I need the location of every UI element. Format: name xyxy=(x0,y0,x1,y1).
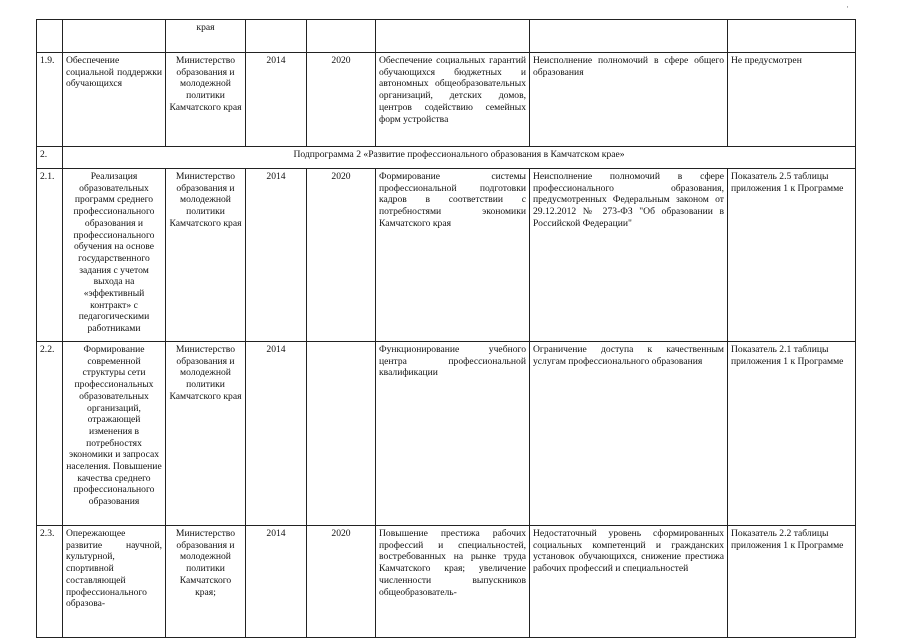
table-row-2-1 xyxy=(37,169,856,342)
table-row-subprogram-2 xyxy=(37,147,856,169)
consequence: Ограничение доступа к качественным услугам профессионального образования xyxy=(530,342,728,526)
measure-name: Опережающее развитие научной, культурной, спортивной составляющей профессионального образова- xyxy=(63,526,166,638)
row-number: 2.2. xyxy=(37,342,63,526)
executor: Министерство образования и молодежной политики Камчатского края; xyxy=(166,526,246,638)
indicator-link: Не предусмотрен xyxy=(728,53,856,147)
consequence xyxy=(530,20,728,53)
table-row-2-3 xyxy=(37,526,856,638)
executor: Министерство образования и молодежной политики Камчатского края xyxy=(166,169,246,342)
expected-result xyxy=(376,20,530,53)
measure-name xyxy=(63,20,166,53)
row-number: 2.1. xyxy=(37,169,63,342)
executor: Министерство образования и молодежной политики Камчатского края xyxy=(166,53,246,147)
table-row-continuation xyxy=(37,20,856,53)
indicator-link: Показатель 2.2 таблицы приложения 1 к Программе xyxy=(728,526,856,638)
measure-name: Реализация образовательных программ среднего профессионального образования и профессионального обучения на основе государственного задания с учетом выхода на «эффективный контракт» с педагогическими работниками xyxy=(63,169,166,342)
expected-result: Функционирование учебного центра профессиональной квалификации xyxy=(376,342,530,526)
consequence: Недостаточный уровень сформированных социальных компетенций и гражданских установок обучающихся, снижение престижа рабочих профессий и специальностей xyxy=(530,526,728,638)
start-year: 2014 xyxy=(246,526,307,638)
table-row-1-9 xyxy=(37,53,856,147)
expected-result: Формирование системы профессиональной подготовки кадров в соответствии с потребностями экономики Камчатского края xyxy=(376,169,530,342)
row-number: 2. xyxy=(37,147,63,169)
consequence: Неисполнение полномочий в сфере профессионального образования, предусмотренных Федеральным законом от 29.12.2012 № 273-ФЗ "Об образовании в Российской Федерации" xyxy=(530,169,728,342)
row-number: 1.9. xyxy=(37,53,63,147)
program-measures-table xyxy=(36,19,856,638)
end-year: 2020 xyxy=(307,526,376,638)
indicator-link: Показатель 2.5 таблицы приложения 1 к Программе xyxy=(728,169,856,342)
end-year xyxy=(307,20,376,53)
end-year: 2020 xyxy=(307,169,376,342)
indicator-link: Показатель 2.1 таблицы приложения 1 к Программе xyxy=(728,342,856,526)
indicator-link xyxy=(728,20,856,53)
expected-result: Обеспечение социальных гарантий обучающихся бюджетных и автономных общеобразовательных организаций, детских домов, центров содействию семейных форм устройства xyxy=(376,53,530,147)
executor: Министерство образования и молодежной политики Камчатского края xyxy=(166,342,246,526)
end-year xyxy=(307,342,376,526)
start-year: 2014 xyxy=(246,53,307,147)
table-row-2-2 xyxy=(37,342,856,526)
row-number: 2.3. xyxy=(37,526,63,638)
measure-name: Обеспечение социальной поддержки обучающихся xyxy=(63,53,166,147)
consequence: Неисполнение полномочий в сфере общего образования xyxy=(530,53,728,147)
measure-name: Формирование современной структуры сети профессиональных образовательных организаций, отражающей изменения в потребностях экономики и запросах населения. Повышение качества среднего профессионального образования xyxy=(63,342,166,526)
page-corner-mark: · xyxy=(846,2,849,12)
start-year: 2014 xyxy=(246,169,307,342)
start-year xyxy=(246,20,307,53)
end-year: 2020 xyxy=(307,53,376,147)
row-number xyxy=(37,20,63,53)
start-year: 2014 xyxy=(246,342,307,526)
expected-result: Повышение престижа рабочих профессий и специальностей, востребованных на рынке труда Камчатского края; увеличение численности выпускников общеобразователь- xyxy=(376,526,530,638)
subprogram-title: Подпрограмма 2 «Развитие профессионального образования в Камчатском крае» xyxy=(63,147,856,169)
executor: края xyxy=(166,20,246,53)
